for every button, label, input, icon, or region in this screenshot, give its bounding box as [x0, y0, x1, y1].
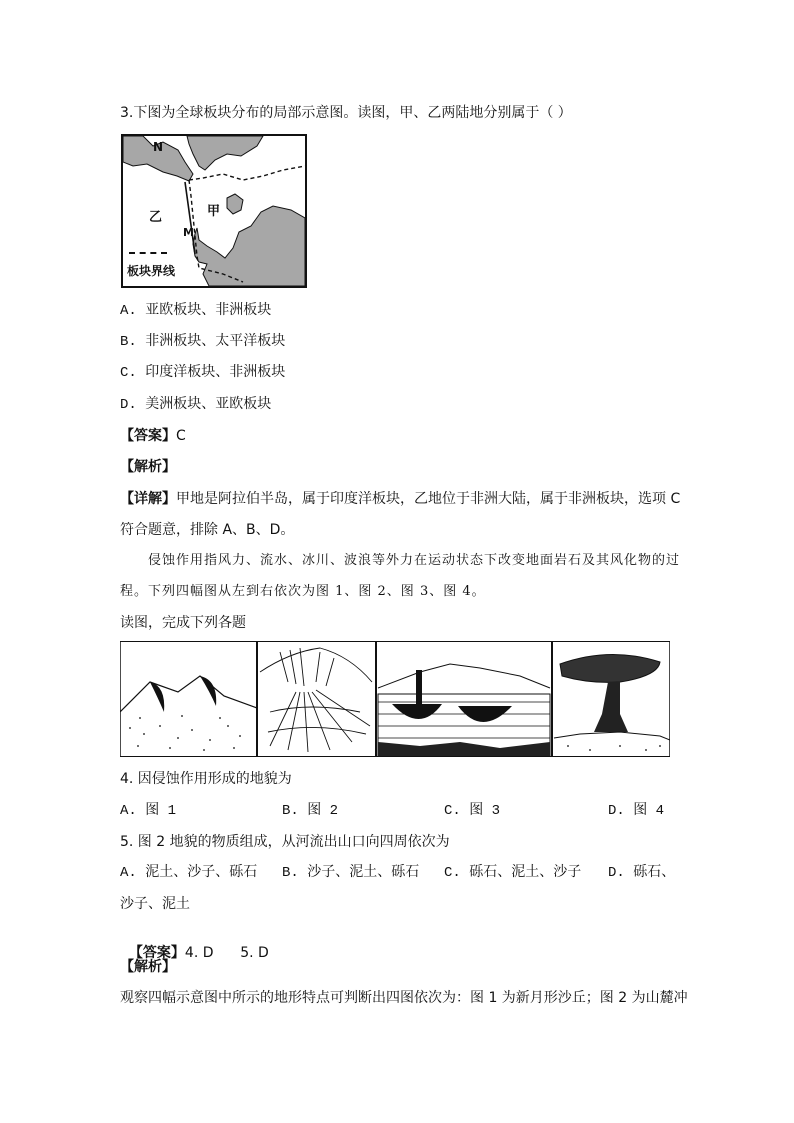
q5-stem: 5. 图 2 地貌的物质组成，从河流出山口向四周依次为: [120, 834, 450, 850]
map-label-n: N: [153, 140, 164, 154]
detail-tag: 【详解】: [120, 491, 176, 507]
q5-option-c: C. 砾石、泥土、沙子: [444, 865, 582, 881]
q3-option-d: D. 美洲板块、亚欧板块: [120, 397, 272, 413]
q3-analysis-tag: 【解析】: [120, 459, 176, 475]
landform-figures-strip: [120, 641, 670, 757]
q4-option-d: D. 图 4: [608, 803, 665, 819]
landform-figures-svg: [120, 642, 670, 756]
figure-3-karst: [378, 664, 550, 756]
q4-option-b: B. 图 2: [282, 803, 339, 819]
figure-1-dunes: [120, 676, 257, 751]
q3-answer: [120, 427, 186, 445]
passage-line1: 侵蚀作用指风力、流水、冰川、波浪等外力在运动状态下改变地面岩石及其风化物的过: [148, 553, 681, 568]
answers-values: 4. D 5. D: [184, 945, 269, 961]
q3-question: 3.下图为全球板块分布的局部示意图。读图，甲、乙两陆地分别属于（ ）: [120, 105, 572, 121]
answer-value: C: [176, 428, 186, 444]
q5-option-d-cont: 沙子、泥土: [120, 896, 190, 912]
q5-option-a: A. 泥土、沙子、砾石: [120, 865, 258, 881]
q5-option-b: B. 沙子、泥土、砾石: [282, 865, 420, 881]
q3-option-c: C. 印度洋板块、非洲板块: [120, 365, 286, 381]
legend-dash-sample: [129, 252, 167, 254]
figure-2-alluvial-fan: [260, 648, 372, 752]
passage-instruction: 读图，完成下列各题: [120, 615, 246, 631]
q3-detail-line1: [120, 490, 680, 508]
q5-option-d: D. 砾石、: [608, 865, 676, 881]
q4-stem: 4. 因侵蚀作用形成的地貌为: [120, 771, 292, 787]
plate-map-figure: [121, 134, 307, 288]
map-label-jia: 甲: [207, 204, 221, 219]
q4-option-a: A. 图 1: [120, 803, 177, 819]
analysis-45-tag: 【解析】: [120, 959, 176, 975]
q3-option-b: B. 非洲板块、太平洋板块: [120, 334, 286, 350]
q3-detail-line2: 符合题意，排除 A、B、D。: [120, 522, 295, 538]
map-label-yi: 乙: [149, 210, 163, 225]
q3-option-a: A. 亚欧板块、非洲板块: [120, 303, 272, 319]
q4-option-c: C. 图 3: [444, 803, 501, 819]
analysis-45-text: 观察四幅示意图中所示的地形特点可判断出四图依次为：图 1 为新月形沙丘；图 2 为山麓冲: [120, 990, 688, 1006]
answer-tag: 【答案】: [120, 428, 176, 444]
figure-4-mushroom-rock: [554, 654, 670, 751]
map-legend-label: 板块界线: [127, 264, 176, 278]
answers-4-5: [120, 926, 269, 962]
detail-text: 甲地是阿拉伯半岛，属于印度洋板块，乙地位于非洲大陆，属于非洲板块，选项 C: [176, 491, 681, 507]
map-label-m: M: [183, 226, 194, 239]
passage-line2: 程。下列四幅图从左到右依次为图 1、图 2、图 3、图 4。: [120, 584, 486, 599]
answers-tag: 【答案】: [128, 945, 185, 961]
